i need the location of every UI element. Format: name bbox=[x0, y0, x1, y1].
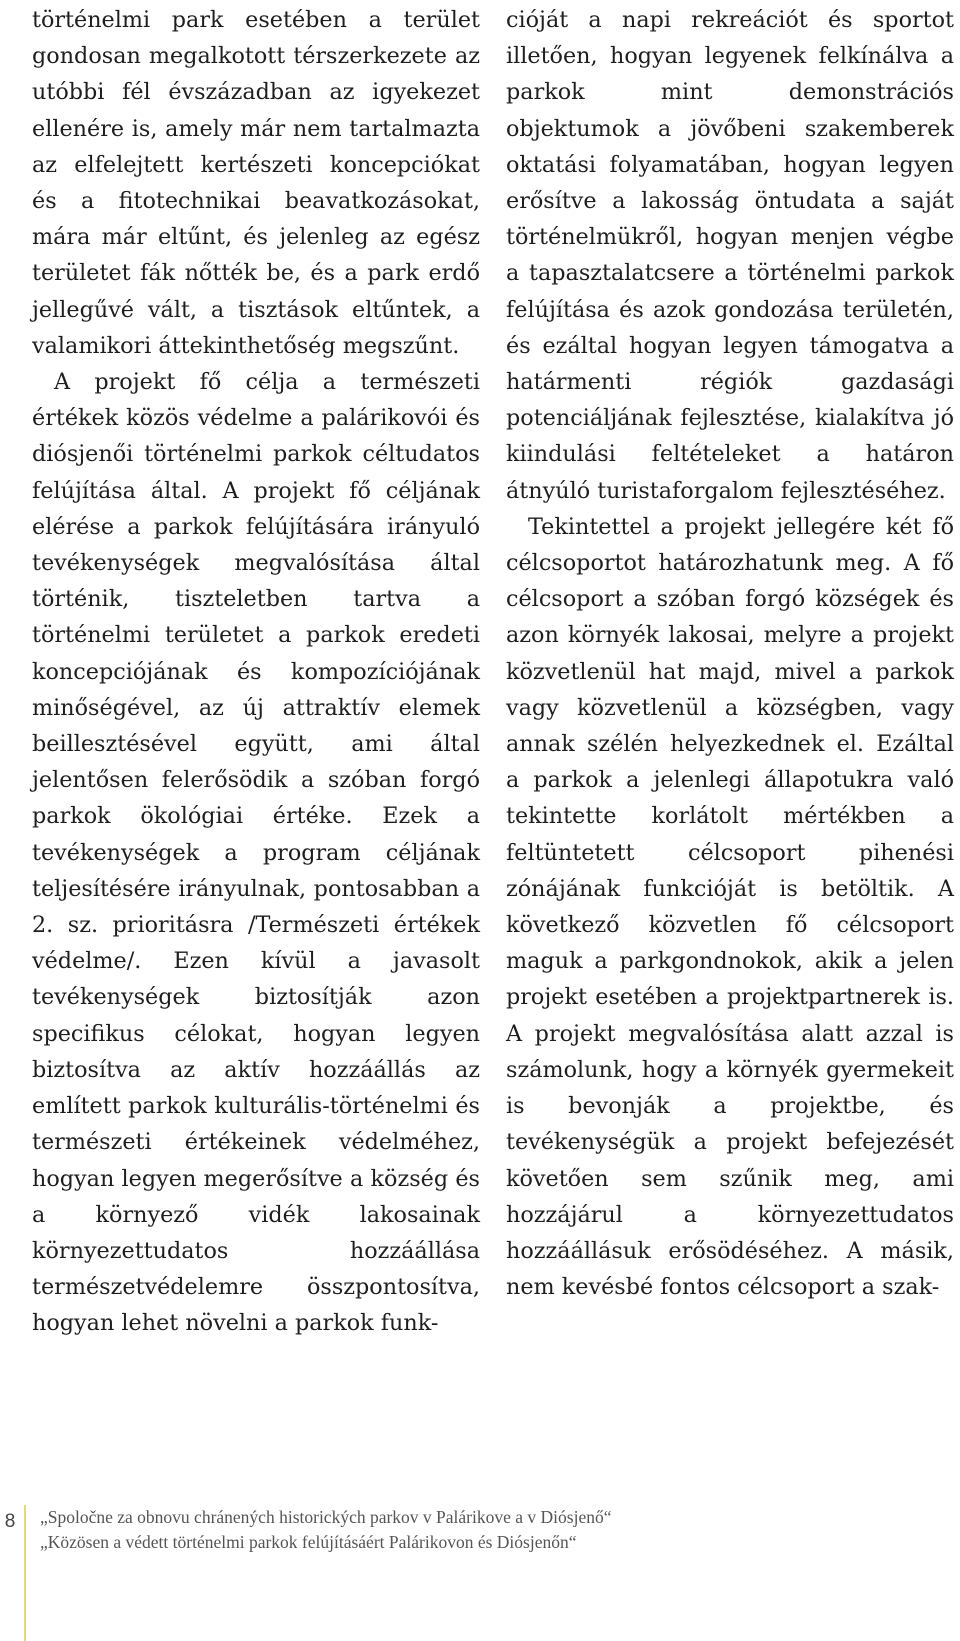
footer-project-titles bbox=[40, 1505, 612, 1555]
footer-title-hungarian: „Közösen a védett történelmi parkok felújításáért Palárikovon és Diósjenőn“ bbox=[40, 1532, 577, 1552]
right-column bbox=[506, 2, 954, 1305]
paragraph: történelmi park esetében a terület gondosan megalkotott térszerkezete az utóbbi fél évszázadban az igyekezet ellenére is, amely már nem tartalmazta az elfelejtett kertészeti koncepciókat és a fitotechnikai beavatkozásokat, mára már eltűnt, és jelenleg az egész területet fák nőtték be, és a park erdő jellegűvé vált, a tisztások eltűntek, a valamikori áttekinthetőség megszűnt. bbox=[32, 7, 480, 359]
paragraph: Tekintettel a projekt jellegére két fő célcsoportot határozhatunk meg. A fő célcsoport a szóban forgó községek és azon környék lakosai, melyre a projekt közvetlenül hat majd, mivel a parkok vagy közvetlenül a községben, vagy annak szélén helyezkednek el. Ezáltal a parkok a jelenlegi állapotukra való tekintette korlátolt mértékben a feltüntetett célcsoport pihenési zónájának funkcióját is betöltik. A következő közvetlen fő célcsoport maguk a parkgondnokok, akik a jelen projekt esetében a projektpartnerek is. A projekt megvalósítása alatt azzal is számolunk, hogy a környék gyermekeit is bevonják a projektbe, és tevékenységük a projekt befejezését követően sem szűnik meg, ami hozzájárul a környezettudatos hozzáállásuk erősödéséhez. A másik, nem kevésbé fontos célcsoport a szak- bbox=[506, 513, 954, 1301]
left-column bbox=[32, 2, 480, 1342]
paragraph: cióját a napi rekreációt és sportot illetően, hogyan legyenek felkínálva a parkok mint demonstrációs objektumok a jövőbeni szakemberek oktatási folyamatában, hogyan legyen erősítve a lakosság öntudata a saját történelmükről, hogyan menjen végbe a tapasztalatcsere a történelmi parkok felújítása és azok gondozása területén, és ezáltal hogyan legyen támogatva a határmenti régiók gazdasági potenciáljának fejlesztése, kialakítva jó kiindulási feltételeket a határon átnyúló turistaforgalom fejlesztéséhez. bbox=[506, 7, 954, 504]
page-number: 8 bbox=[4, 1511, 16, 1532]
footer-divider bbox=[24, 1505, 26, 1641]
footer-title-slovak: „Spoločne za obnovu chránených historických parkov v Palárikove a v Diósjenő“ bbox=[40, 1507, 612, 1527]
paragraph: A projekt fő célja a természeti értékek közös védelme a palárikovói és diósjenői történelmi parkok céltudatos felújítása által. A projekt fő céljának elérése a parkok felújítására irányuló tevékenységek megvalósítása által történik, tiszteletben tartva a történelmi területet a parkok eredeti koncepciójának és kompozíciójának minőségével, az új attraktív elemek beillesztésével együtt, ami által jelentősen felerősödik a szóban forgó parkok ökológiai értéke. Ezek a tevékenységek a program céljának teljesítésére irányulnak, pontosabban a 2. sz. prioritásra /Természeti értékek védelme/. Ezen kívül a javasolt tevékenységek biztosítják azon specifikus célokat, hogyan legyen biztosítva az aktív hozzáállás az említett parkok kulturális-történelmi és természeti értékeinek védelméhez, hogyan legyen megerősítve a község és a környező vidék lakosainak környezettudatos hozzáállása természetvédelemre összpontosítva, hogyan lehet növelni a parkok funk- bbox=[32, 369, 480, 1337]
